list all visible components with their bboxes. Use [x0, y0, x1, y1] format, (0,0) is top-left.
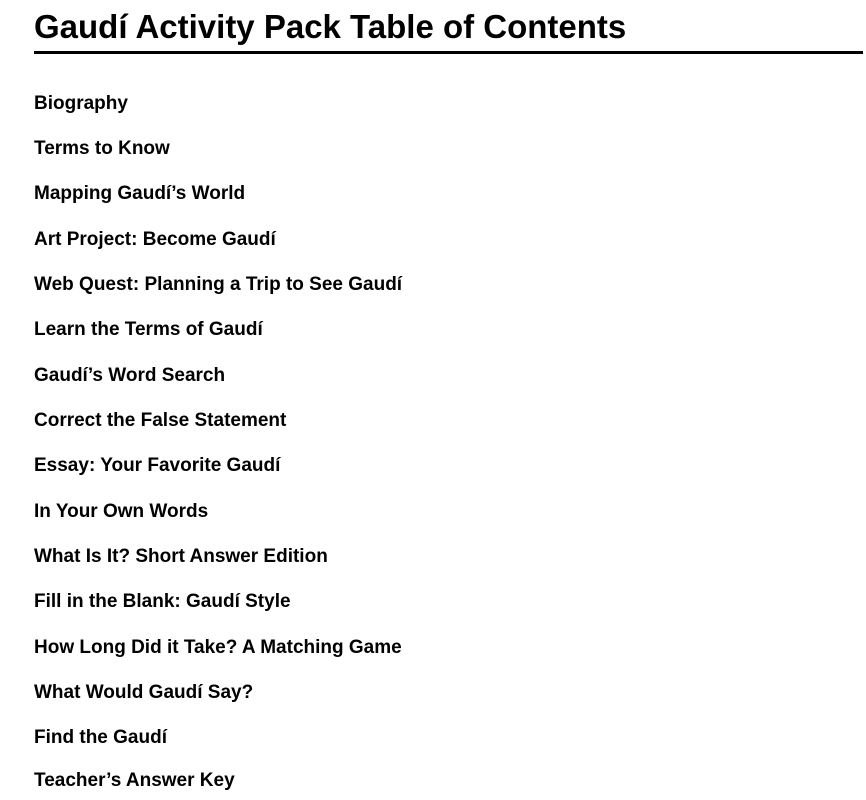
toc-item-answer-key: Teacher’s Answer Key — [34, 770, 235, 791]
toc-item-fill-in-the-blank: Fill in the Blank: Gaudí Style — [34, 591, 291, 612]
toc-item-in-your-own-words: In Your Own Words — [34, 501, 209, 522]
toc-item-terms-to-know: Terms to Know — [34, 138, 170, 159]
toc-item-what-is-it: What Is It? Short Answer Edition — [34, 546, 328, 567]
toc-item-word-search: Gaudí’s Word Search — [34, 365, 226, 386]
toc-item-mapping-gaudis-world: Mapping Gaudí’s World — [34, 183, 246, 204]
toc-item-essay: Essay: Your Favorite Gaudí — [34, 455, 281, 476]
toc-item-what-would-gaudi-say: What Would Gaudí Say? — [34, 682, 254, 703]
toc-item-biography: Biography — [34, 93, 128, 114]
toc-item-art-project: Art Project: Become Gaudí — [34, 229, 276, 250]
title-underline — [34, 51, 863, 54]
toc-item-web-quest: Web Quest: Planning a Trip to See Gaudí — [34, 274, 403, 295]
toc-item-learn-the-terms: Learn the Terms of Gaudí — [34, 319, 263, 340]
toc-item-correct-false-statement: Correct the False Statement — [34, 410, 287, 431]
toc-item-find-the-gaudi: Find the Gaudí — [34, 727, 167, 748]
toc-item-matching-game: How Long Did it Take? A Matching Game — [34, 637, 402, 658]
page-title: Gaudí Activity Pack Table of Contents — [34, 8, 627, 45]
